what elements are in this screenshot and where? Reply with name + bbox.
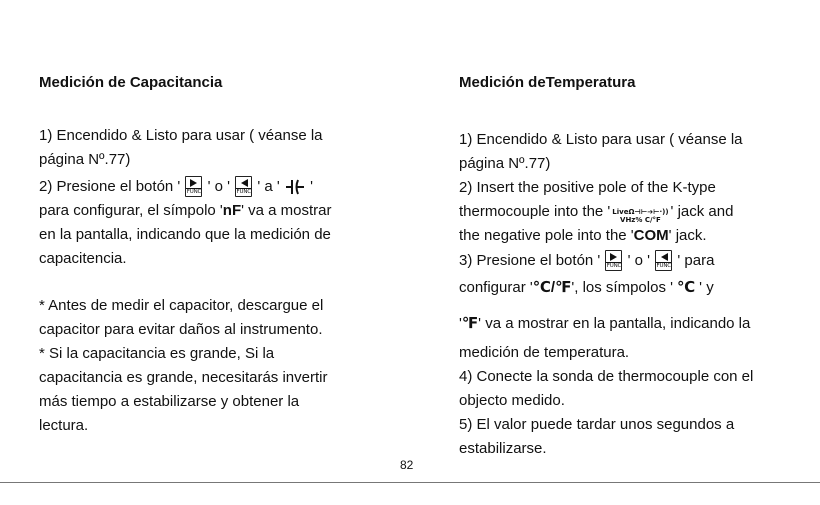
cap-line-6: capacitencia.: [39, 250, 127, 267]
func-back-key-icon: FUNC: [235, 176, 252, 197]
bottom-divider: [0, 482, 820, 483]
cap-line-1: 1) Encendido & Listo para usar ( véanse la: [39, 127, 323, 144]
func-next-key-icon: FUNC: [185, 176, 202, 197]
temp-line-10: 4) Conecte la sonda de thermocouple con el: [459, 368, 754, 385]
celsius-fahrenheit-symbol: ℃/℉: [532, 279, 572, 296]
cap-line-4: para configurar, el símpolo 'nF' va a mostrar: [39, 202, 332, 219]
capacitance-title: Medición de Capacitancia: [39, 74, 223, 91]
live-jack-label: LiveΩ⊣⊢➔⊢·)) VHz% C/°F: [612, 208, 669, 224]
temp-line-2: página Nº.77): [459, 155, 551, 172]
page-number: 82: [400, 458, 414, 472]
temp-line-7: configurar '℃/℉', los símpolos ' ℃ ' y: [459, 279, 714, 296]
cap-line-3: 2) Presione el botón ' FUNC ' o ' FUNC ' a ' ': [39, 178, 314, 195]
capacitor-symbol-icon: [286, 179, 304, 195]
cap-note-1: * Antes de medir el capacitor, descargue el: [39, 297, 324, 314]
temp-line-3: 2) Insert the positive pole of the K-type: [459, 179, 716, 196]
temp-line-6: 3) Presione el botón ' FUNC ' o ' FUNC ' para: [459, 252, 715, 269]
cap-note-2: capacitor para evitar daños al instrumento.: [39, 321, 323, 338]
cap-note-6: lectura.: [39, 417, 89, 434]
nf-symbol: nF: [222, 202, 242, 219]
temp-line-11: objecto medido.: [459, 392, 565, 409]
cap-note-4: capacitancia es grande, necesitarás invertir: [39, 369, 328, 386]
temp-line-1: 1) Encendido & Listo para usar ( véanse la: [459, 131, 743, 148]
temperature-title: Medición deTemperatura: [459, 74, 636, 91]
com-jack-label: COM: [633, 227, 669, 244]
temp-line-4: thermocouple into the ' LiveΩ⊣⊢➔⊢·)) VHz% C/°F ' jack and: [459, 203, 734, 224]
temp-line-13: estabilizarse.: [459, 440, 547, 457]
celsius-symbol: ℃: [676, 279, 696, 296]
func-back-key-icon: FUNC: [655, 250, 672, 271]
cap-note-3: * Si la capacitancia es grande, Si la: [39, 345, 275, 362]
cap-line-5: en la pantalla, indicando que la medición de: [39, 226, 331, 243]
temp-line-8: '℉' va a mostrar en la pantalla, indicando la: [459, 315, 751, 332]
temp-line-9: medición de temperatura.: [459, 344, 630, 361]
func-next-key-icon: FUNC: [605, 250, 622, 271]
temp-line-12: 5) El valor puede tardar unos segundos a: [459, 416, 735, 433]
temp-line-5: the negative pole into the 'COM' jack.: [459, 227, 707, 244]
cap-note-5: más tiempo a estabilizarse y obtener la: [39, 393, 300, 410]
cap-line-2: página Nº.77): [39, 151, 131, 168]
fahrenheit-symbol: ℉: [461, 315, 479, 332]
